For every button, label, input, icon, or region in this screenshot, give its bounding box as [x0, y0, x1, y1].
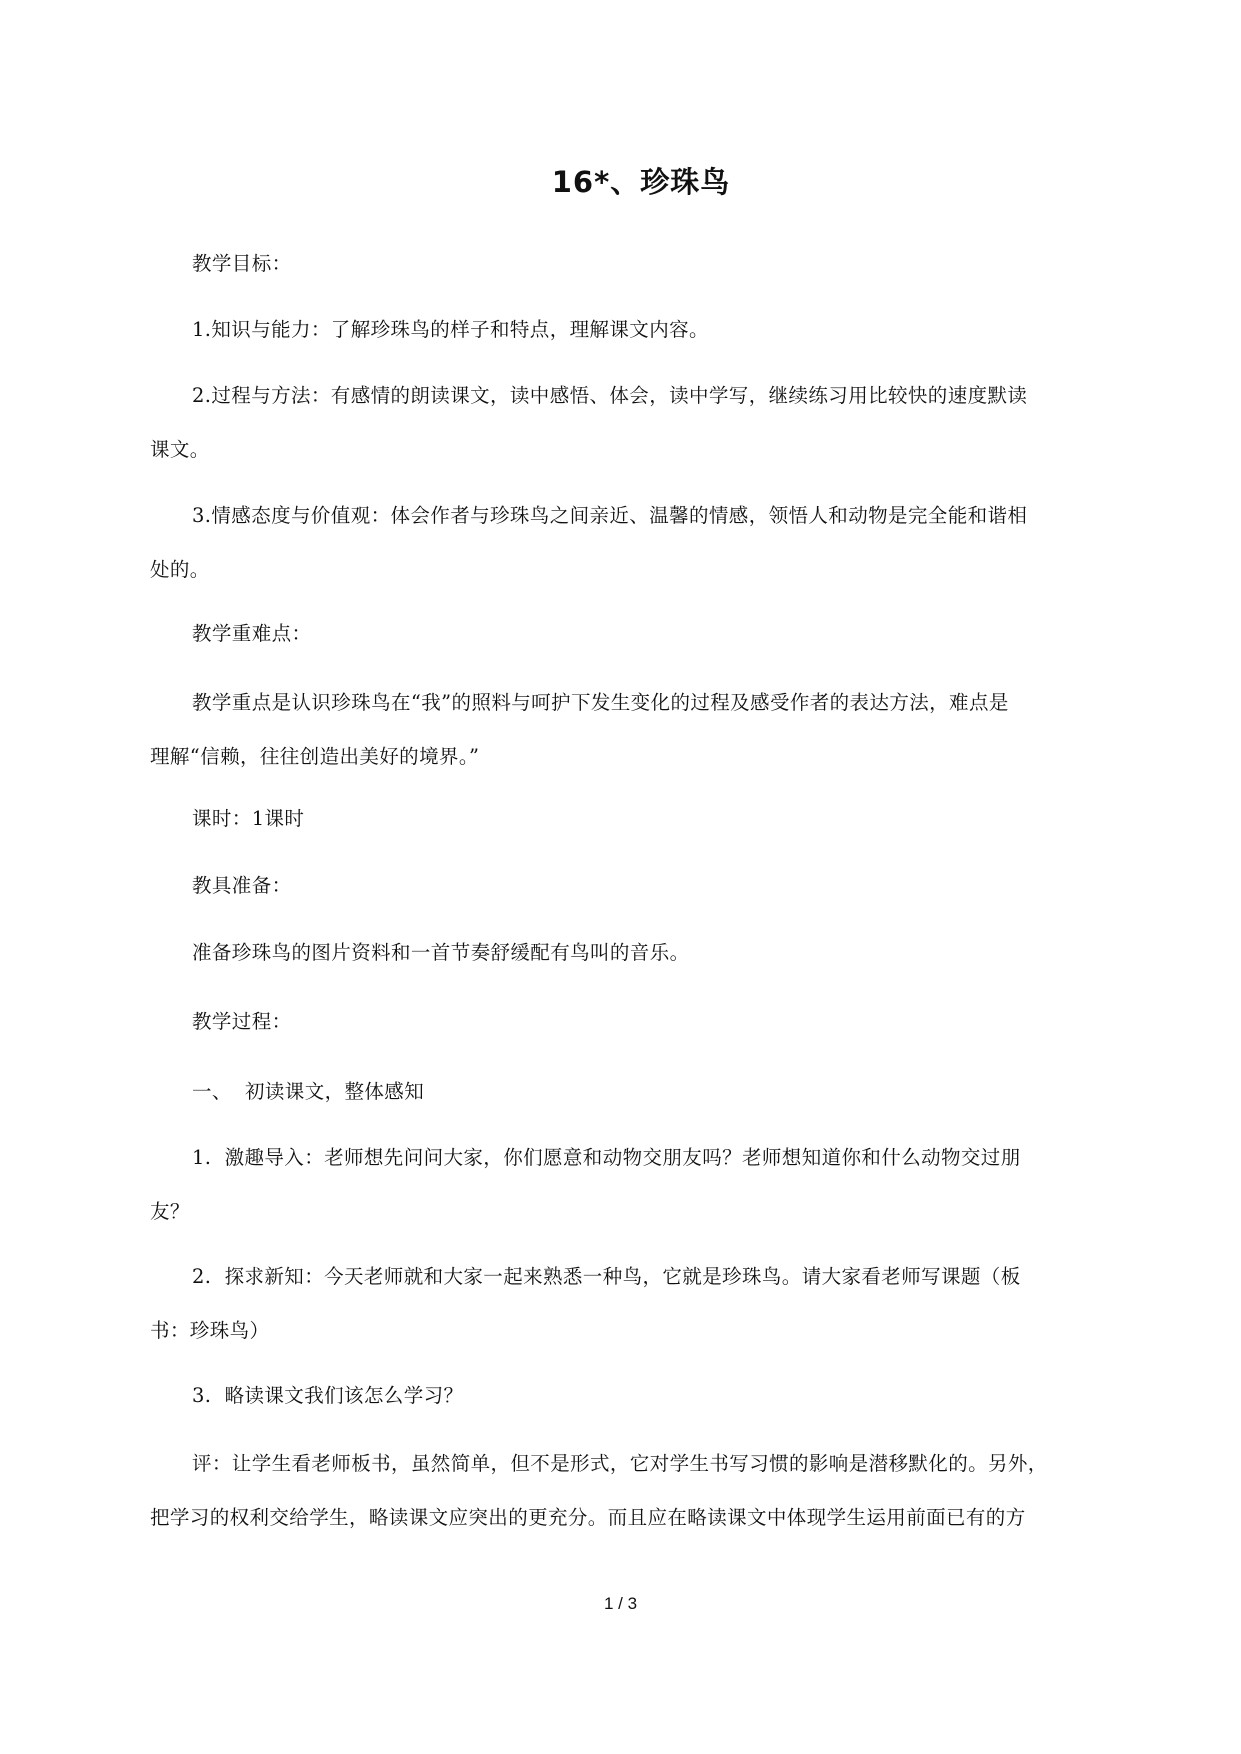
paragraph-objective-1	[150, 318, 1100, 342]
paragraph-line: 把学习的权利交给学生，略读课文应突出的更充分。而且应在略读课文中体现学生运用前面已有的方	[150, 1506, 1026, 1529]
paragraph-teaching-aids	[150, 941, 1100, 965]
paragraph-class-hours	[150, 807, 1100, 831]
paragraph-line: 3. 略读课文我们该怎么学习？	[192, 1384, 464, 1407]
paragraph-line: 1.知识与能力：了解珍珠鸟的样子和特点，理解课文内容。	[192, 318, 709, 341]
paragraph-line: 评：让学生看老师板书，虽然简单，但不是形式，它对学生书写习惯的影响是潜移默化的。另外，	[192, 1452, 1048, 1475]
paragraph-teaching-objectives-heading	[150, 252, 1100, 276]
paragraph-step-2	[150, 1265, 1100, 1343]
paragraph-line: 教学目标：	[192, 252, 292, 275]
paragraph-teaching-aids-heading	[150, 874, 1100, 898]
paragraph-line: 2. 探求新知：今天老师就和大家一起来熟悉一种鸟，它就是珍珠鸟。请大家看老师写课题（板	[192, 1265, 1021, 1288]
paragraph-line: 教具准备：	[192, 874, 292, 897]
paragraph-line: 3.情感态度与价值观：体会作者与珍珠鸟之间亲近、温馨的情感，领悟人和动物是完全能和谐相	[192, 504, 1028, 527]
paragraph-line: 课时：1课时	[192, 807, 305, 830]
paragraph-line: 友？	[150, 1200, 190, 1223]
paragraph-key-difficulties	[150, 691, 1100, 769]
paragraph-line: 准备珍珠鸟的图片资料和一首节奏舒缓配有鸟叫的音乐。	[192, 941, 690, 964]
paragraph-objective-2	[150, 384, 1100, 462]
paragraph-step-1	[150, 1146, 1100, 1224]
paragraph-line: 理解“信赖，往往创造出美好的境界。”	[150, 745, 480, 768]
paragraph-teaching-process-heading	[150, 1010, 1100, 1034]
paragraph-comment	[150, 1452, 1100, 1530]
paragraph-objective-3	[150, 504, 1100, 582]
paragraph-section-one	[150, 1080, 1100, 1104]
paragraph-line: 教学过程：	[192, 1010, 292, 1033]
document-title: 16*、珍珠鸟	[551, 165, 731, 199]
paragraph-line: 课文。	[150, 438, 210, 461]
paragraph-line: 2.过程与方法：有感情的朗读课文，读中感悟、体会，读中学写，继续练习用比较快的速度默读	[192, 384, 1028, 407]
paragraph-line: 1. 激趣导入：老师想先问问大家，你们愿意和动物交朋友吗？老师想知道你和什么动物交过朋	[192, 1146, 1021, 1169]
paragraph-line: 教学重难点：	[192, 622, 312, 645]
paragraph-key-difficulties-heading	[150, 622, 1100, 646]
paragraph-line: 教学重点是认识珍珠鸟在“我”的照料与呵护下发生变化的过程及感受作者的表达方法，难点是	[192, 691, 1009, 714]
paragraph-line: 一、 初读课文，整体感知	[192, 1080, 425, 1103]
paragraph-step-3	[150, 1384, 1100, 1408]
paragraph-line: 书：珍珠鸟）	[150, 1319, 270, 1342]
paragraph-line: 处的。	[150, 558, 210, 581]
page-number: 1 / 3	[603, 1594, 638, 1613]
